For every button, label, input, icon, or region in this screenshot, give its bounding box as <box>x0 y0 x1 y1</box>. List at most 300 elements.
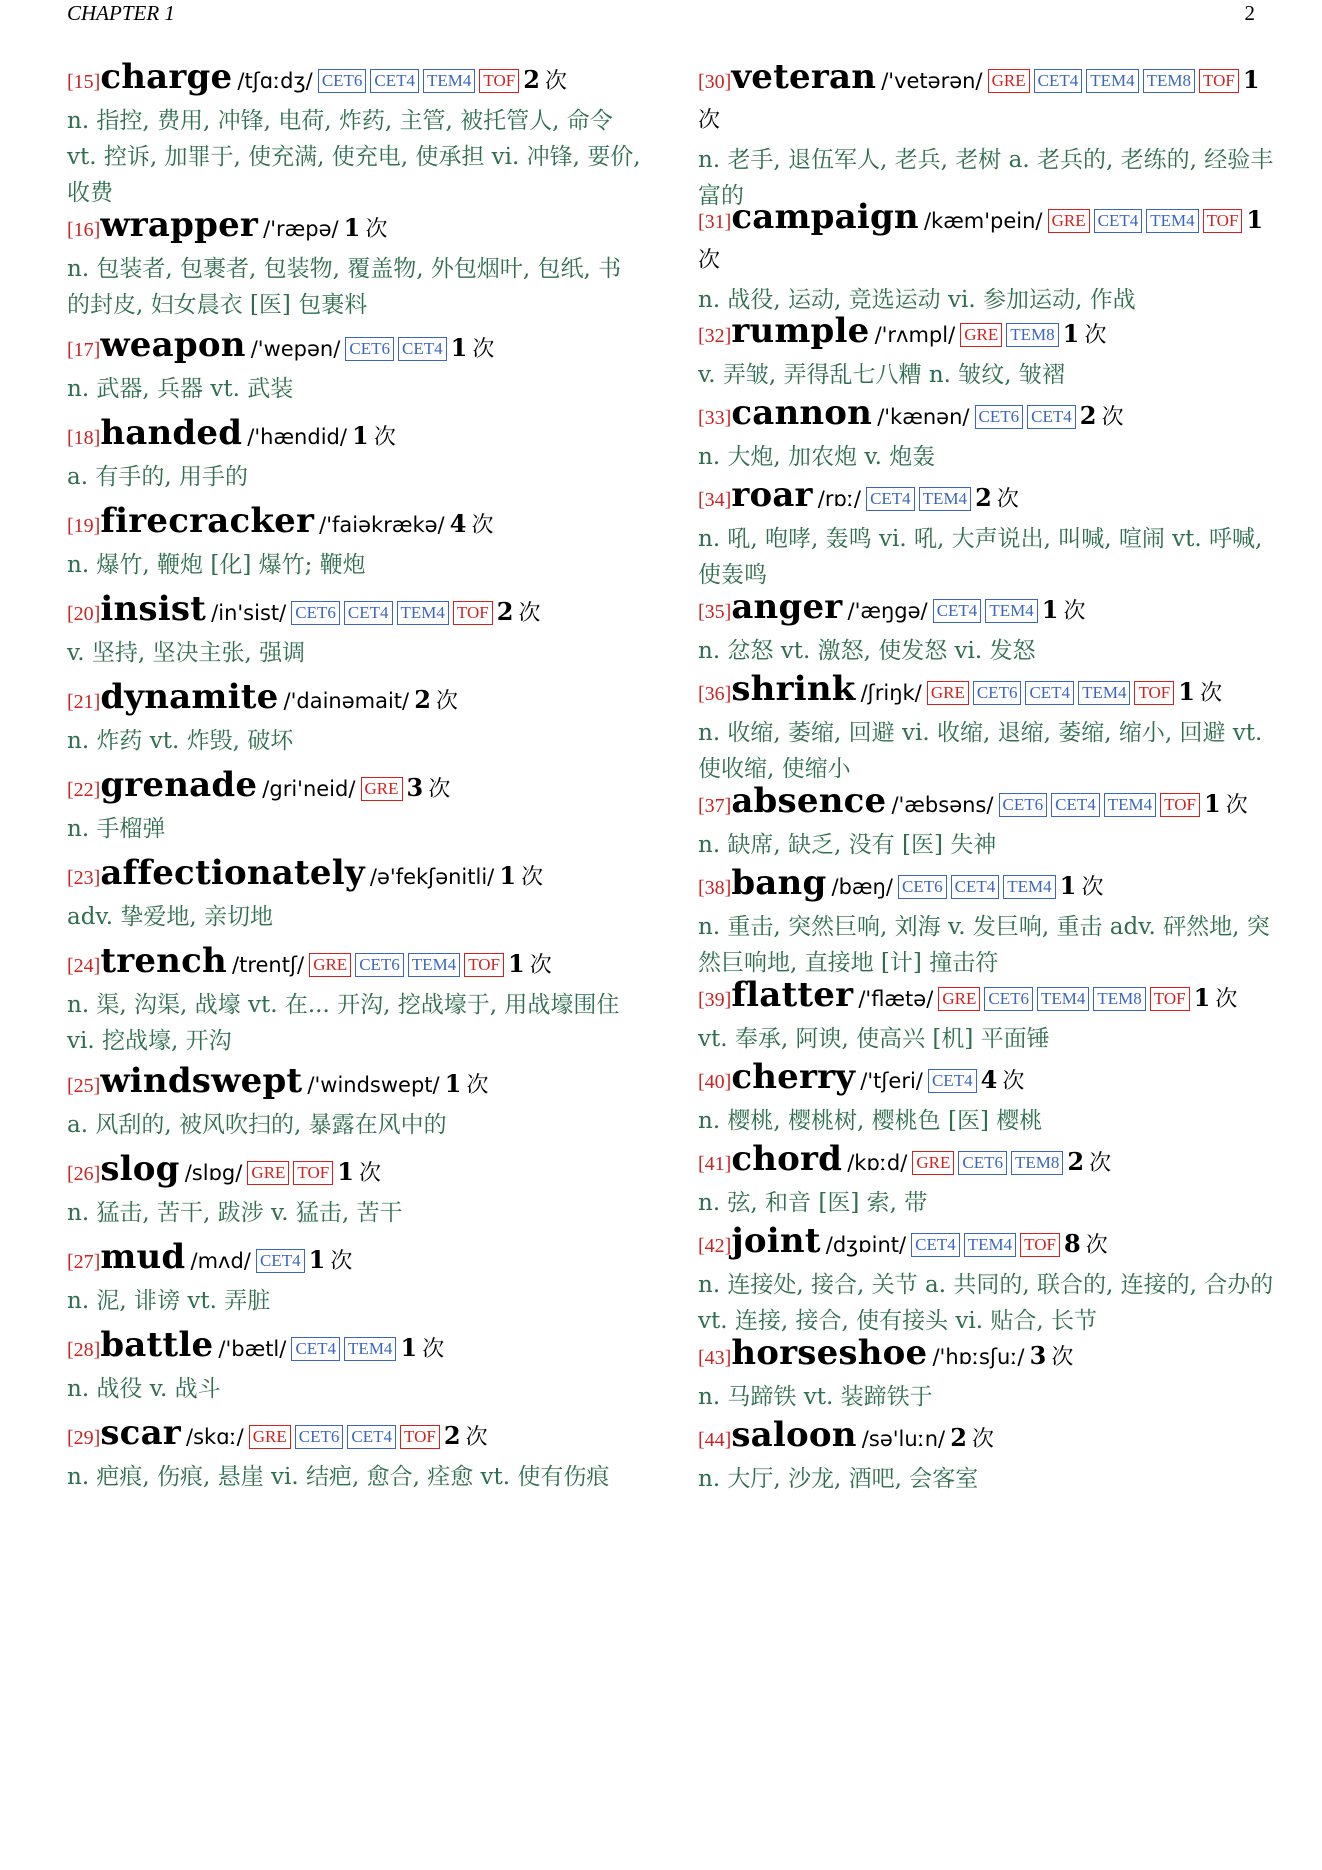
exam-tag-cet4: CET4 <box>1051 793 1100 817</box>
pronunciation: /kæm'pein/ <box>923 209 1043 233</box>
headword: cherry <box>731 1057 856 1097</box>
entry-headline <box>698 394 1278 438</box>
occurrence-count: 1 <box>400 1333 418 1362</box>
exam-tag-tem4: TEM4 <box>408 953 460 977</box>
definition: n. 大炮, 加农炮 v. 炮轰 <box>698 444 936 470</box>
entry-number: [22] <box>67 779 101 801</box>
vocab-entry <box>67 502 642 583</box>
entry-number: [37] <box>698 795 732 817</box>
entry-headline <box>67 502 642 546</box>
entry-number: [39] <box>698 989 732 1011</box>
vocab-entry <box>67 1150 642 1231</box>
entry-number: [32] <box>698 325 732 347</box>
headword: anger <box>731 587 843 627</box>
definition: adv. 挚爱地, 亲切地 <box>67 904 273 930</box>
occurrence-count: 1 <box>308 1245 326 1274</box>
exam-tag-tem4: TEM4 <box>919 487 971 511</box>
definition: n. 收缩, 萎缩, 回避 vi. 收缩, 退缩, 萎缩, 缩小, 回避 vt. 使收缩, 使缩小 <box>698 720 1263 782</box>
occurrence-count: 2 <box>975 483 992 512</box>
definition: n. 渠, 沟渠, 战壕 vt. 在... 开沟, 挖战壕于, 用战壕围住 vi. 挖战壕, 开沟 <box>67 992 620 1054</box>
occurrence-count: 1 <box>450 333 468 362</box>
vocab-entry <box>67 678 642 759</box>
page-number: 2 <box>1244 0 1255 25</box>
exam-tag-cet4: CET4 <box>1034 69 1083 93</box>
headword: trench <box>100 941 227 981</box>
pronunciation: /tʃɑːdʒ/ <box>237 69 313 93</box>
vocab-entry <box>698 198 1278 318</box>
pronunciation: /'vetərən/ <box>881 69 983 93</box>
vocab-entry <box>698 1222 1278 1339</box>
vocab-entry <box>67 1238 642 1319</box>
pronunciation: /ʃriŋk/ <box>860 681 922 705</box>
exam-tag-tof: TOF <box>1020 1233 1060 1257</box>
occurrence-count: 1 <box>1178 677 1195 706</box>
exam-tag-tem4: TEM4 <box>1104 793 1156 817</box>
exam-tag-cet4: CET4 <box>1094 209 1143 233</box>
headword: saloon <box>731 1415 857 1455</box>
exam-tag-cet4: CET4 <box>928 1069 977 1093</box>
exam-tag-gre: GRE <box>912 1151 954 1175</box>
entry-number: [40] <box>698 1071 732 1093</box>
entry-headline <box>67 590 642 634</box>
occurrence-count: 1 <box>1193 983 1211 1012</box>
pronunciation: /mʌd/ <box>190 1249 251 1273</box>
entry-number: [17] <box>67 339 101 361</box>
headword: slog <box>100 1149 180 1189</box>
exam-tag-tof: TOF <box>479 69 519 93</box>
entry-headline <box>698 782 1278 826</box>
definition: n. 手榴弹 <box>67 816 166 842</box>
count-unit: 次 <box>1084 323 1107 348</box>
count-unit: 次 <box>545 69 568 94</box>
count-unit: 次 <box>1089 1151 1112 1176</box>
count-unit: 次 <box>1051 1345 1074 1370</box>
headword: horseshoe <box>731 1333 928 1373</box>
pronunciation: /kɒːd/ <box>847 1151 908 1175</box>
exam-tag-cet6: CET6 <box>898 875 947 899</box>
occurrence-count: 1 <box>508 949 525 978</box>
exam-tag-cet4: CET4 <box>256 1249 305 1273</box>
definition: n. 重击, 突然巨响, 刘海 v. 发巨响, 重击 adv. 砰然地, 突然巨响地, 直接地 [计] 撞击符 <box>698 914 1270 976</box>
vocab-entry <box>698 1140 1278 1221</box>
definition: n. 樱桃, 樱桃树, 樱桃色 [医] 樱桃 <box>698 1108 1043 1134</box>
entry-number: [43] <box>698 1347 732 1369</box>
entry-number: [29] <box>67 1427 101 1449</box>
exam-tag-gre: GRE <box>247 1161 289 1185</box>
vocab-entry <box>698 1058 1278 1139</box>
pronunciation: /'faiəkrækə/ <box>319 513 445 537</box>
vocab-entry <box>698 864 1278 981</box>
exam-tag-cet4: CET4 <box>1025 681 1074 705</box>
vocab-entry <box>67 414 642 495</box>
entry-headline <box>698 1222 1278 1266</box>
count-unit: 次 <box>436 689 459 714</box>
entry-number: [24] <box>67 955 101 977</box>
headword: dynamite <box>100 677 279 717</box>
exam-tag-gre: GRE <box>309 953 351 977</box>
definition: v. 弄皱, 弄得乱七八糟 n. 皱纹, 皱褶 <box>698 362 1065 388</box>
entry-number: [25] <box>67 1075 101 1097</box>
definition: n. 缺席, 缺乏, 没有 [医] 失神 <box>698 832 997 858</box>
exam-tag-cet6: CET6 <box>345 337 394 361</box>
definition: n. 指控, 费用, 冲锋, 电荷, 炸药, 主管, 被托管人, 命令 vt. 控诉, 加罪于, 使充满, 使充电, 使承担 vi. 冲锋, 要价, 收费 <box>67 108 641 206</box>
entry-headline <box>67 1238 642 1282</box>
entry-number: [35] <box>698 601 732 623</box>
pronunciation: /dʒɒint/ <box>825 1233 907 1257</box>
entry-headline <box>698 1140 1278 1184</box>
vocab-entry <box>698 782 1278 863</box>
definition: n. 泥, 诽谤 vt. 弄脏 <box>67 1288 271 1314</box>
occurrence-count: 1 <box>444 1069 462 1098</box>
headword: flatter <box>731 975 854 1015</box>
entry-number: [34] <box>698 489 732 511</box>
exam-tag-gre: GRE <box>361 777 403 801</box>
headword: shrink <box>731 669 856 709</box>
pronunciation: /'æbsəns/ <box>891 793 994 817</box>
count-unit: 次 <box>518 601 541 626</box>
occurrence-count: 2 <box>1079 401 1097 430</box>
entry-number: [27] <box>67 1251 101 1273</box>
definition: vt. 奉承, 阿谀, 使高兴 [机] 平面锤 <box>698 1026 1050 1052</box>
exam-tag-gre: GRE <box>927 681 969 705</box>
count-unit: 次 <box>330 1249 353 1274</box>
pronunciation: /'bætl/ <box>218 1337 287 1361</box>
entry-headline <box>67 58 642 102</box>
entry-headline <box>698 864 1278 908</box>
entry-headline <box>698 1058 1278 1102</box>
vocab-entry <box>67 590 642 671</box>
count-unit: 次 <box>529 953 552 978</box>
pronunciation: /slɒg/ <box>184 1161 243 1185</box>
pronunciation: /sə'luːn/ <box>861 1427 946 1451</box>
count-unit: 次 <box>521 865 544 890</box>
definition: n. 连接处, 接合, 关节 a. 共同的, 联合的, 连接的, 合办的 vt. 连接, 接合, 使有接头 vi. 贴合, 长节 <box>698 1272 1274 1334</box>
count-unit: 次 <box>1225 793 1248 818</box>
exam-tag-tof: TOF <box>1199 69 1239 93</box>
exam-tag-cet6: CET6 <box>958 1151 1007 1175</box>
definition: n. 炸药 vt. 炸毁, 破坏 <box>67 728 294 754</box>
entry-number: [20] <box>67 603 101 625</box>
vocab-entry <box>698 476 1278 593</box>
entry-headline <box>67 942 642 986</box>
entry-number: [18] <box>67 427 101 449</box>
pronunciation: /'hændid/ <box>247 425 347 449</box>
pronunciation: /gri'neid/ <box>262 777 356 801</box>
entry-headline <box>67 1326 642 1370</box>
vocab-entry <box>67 1414 642 1495</box>
exam-tag-cet4: CET4 <box>1027 405 1076 429</box>
pronunciation: /bæŋ/ <box>831 875 893 899</box>
pronunciation: /'æŋgə/ <box>847 599 928 623</box>
vocab-entry <box>698 1334 1278 1415</box>
headword: affectionately <box>100 853 365 893</box>
vocab-entry <box>698 976 1278 1057</box>
pronunciation: /trentʃ/ <box>232 953 305 977</box>
occurrence-count: 2 <box>496 597 514 626</box>
exam-tag-tof: TOF <box>1160 793 1200 817</box>
exam-tag-tem4: TEM4 <box>344 1337 396 1361</box>
headword: campaign <box>731 197 919 237</box>
vocab-entry <box>698 394 1278 475</box>
entry-number: [31] <box>698 211 732 233</box>
vocab-entry <box>698 58 1278 214</box>
entry-headline <box>67 1062 642 1106</box>
occurrence-count: 1 <box>1059 871 1077 900</box>
entry-headline <box>67 326 642 370</box>
exam-tag-cet6: CET6 <box>291 601 340 625</box>
count-unit: 次 <box>1081 875 1104 900</box>
exam-tag-cet6: CET6 <box>984 987 1033 1011</box>
definition: n. 武器, 兵器 vt. 武装 <box>67 376 294 402</box>
vocab-entry <box>67 766 642 847</box>
entry-number: [36] <box>698 683 732 705</box>
occurrence-count: 1 <box>1242 65 1260 94</box>
definition: n. 老手, 退伍军人, 老兵, 老树 a. 老兵的, 老练的, 经验丰富的 <box>698 147 1274 209</box>
exam-tag-cet6: CET6 <box>999 793 1048 817</box>
exam-tag-cet4: CET4 <box>344 601 393 625</box>
exam-tag-tem4: TEM4 <box>1078 681 1130 705</box>
entry-headline <box>698 1334 1278 1378</box>
exam-tag-cet4: CET4 <box>291 1337 340 1361</box>
exam-tag-tof: TOF <box>293 1161 333 1185</box>
definition: n. 战役, 运动, 竞选运动 vi. 参加运动, 作战 <box>698 287 1136 313</box>
occurrence-count: 3 <box>1029 1341 1047 1370</box>
pronunciation: /skɑː/ <box>186 1425 244 1449</box>
exam-tag-gre: GRE <box>938 987 980 1011</box>
headword: rumple <box>731 311 870 351</box>
entry-number: [38] <box>698 877 732 899</box>
entry-number: [33] <box>698 407 732 429</box>
entry-headline <box>67 678 642 722</box>
headword: joint <box>731 1221 821 1261</box>
occurrence-count: 2 <box>443 1421 461 1450</box>
count-unit: 次 <box>1101 405 1124 430</box>
exam-tag-tof: TOF <box>1203 209 1243 233</box>
headword: insist <box>100 589 207 629</box>
vocab-entry <box>67 1326 642 1407</box>
occurrence-count: 2 <box>414 685 431 714</box>
occurrence-count: 4 <box>980 1065 998 1094</box>
entry-headline <box>67 854 642 898</box>
count-unit: 次 <box>472 337 495 362</box>
vocab-entry <box>67 942 642 1059</box>
definition: n. 吼, 咆哮, 轰鸣 vi. 吼, 大声说出, 叫喊, 喧闹 vt. 呼喊, 使轰鸣 <box>698 526 1263 588</box>
count-unit: 次 <box>1200 681 1223 706</box>
exam-tag-tem4: TEM4 <box>423 69 475 93</box>
occurrence-count: 2 <box>950 1423 967 1452</box>
pronunciation: /'ræpə/ <box>263 217 339 241</box>
occurrence-count: 2 <box>523 65 540 94</box>
headword: grenade <box>100 765 258 805</box>
exam-tag-gre: GRE <box>249 1425 291 1449</box>
headword: windswept <box>100 1061 303 1101</box>
exam-tag-tem8: TEM8 <box>1093 987 1145 1011</box>
entry-headline <box>67 1150 642 1194</box>
exam-tag-tof: TOF <box>453 601 493 625</box>
exam-tag-gre: GRE <box>960 323 1002 347</box>
headword: weapon <box>100 325 246 365</box>
pronunciation: /'windswept/ <box>307 1073 440 1097</box>
occurrence-count: 2 <box>1067 1147 1085 1176</box>
page-header <box>67 0 1255 26</box>
exam-tag-cet4: CET4 <box>866 487 915 511</box>
count-unit: 次 <box>422 1337 445 1362</box>
count-unit: 次 <box>996 487 1019 512</box>
entry-number: [28] <box>67 1339 101 1361</box>
entry-number: [42] <box>698 1235 732 1257</box>
pronunciation: /rɒː/ <box>817 487 861 511</box>
count-unit: 次 <box>359 1161 382 1186</box>
entry-number: [23] <box>67 867 101 889</box>
exam-tag-tem4: TEM4 <box>1003 875 1055 899</box>
pronunciation: /'hɒːsʃuː/ <box>932 1345 1025 1369</box>
entry-headline <box>698 58 1278 141</box>
exam-tag-tem4: TEM4 <box>397 601 449 625</box>
exam-tag-tof: TOF <box>1150 987 1190 1011</box>
occurrence-count: 1 <box>1203 789 1221 818</box>
vocab-entry <box>67 58 642 211</box>
occurrence-count: 1 <box>1062 319 1080 348</box>
exam-tag-tem8: TEM8 <box>1011 1151 1063 1175</box>
entry-number: [26] <box>67 1163 101 1185</box>
pronunciation: /ə'fekʃənitli/ <box>369 865 495 889</box>
headword: battle <box>100 1325 214 1365</box>
definition: a. 有手的, 用手的 <box>67 464 248 490</box>
occurrence-count: 1 <box>352 421 369 450</box>
headword: chord <box>731 1139 843 1179</box>
vocab-entry <box>67 326 642 407</box>
occurrence-count: 1 <box>343 213 361 242</box>
headword: handed <box>100 413 243 453</box>
occurrence-count: 4 <box>449 509 467 538</box>
count-unit: 次 <box>1085 1233 1108 1258</box>
count-unit: 次 <box>1215 987 1238 1012</box>
exam-tag-tem8: TEM8 <box>1143 69 1195 93</box>
count-unit: 次 <box>465 1425 488 1450</box>
pronunciation: /'wepən/ <box>250 337 341 361</box>
count-unit: 次 <box>466 1073 489 1098</box>
pronunciation: /'rʌmpl/ <box>874 323 956 347</box>
exam-tag-gre: GRE <box>988 69 1030 93</box>
exam-tag-cet4: CET4 <box>370 69 419 93</box>
count-unit: 次 <box>373 425 396 450</box>
definition: v. 坚持, 坚决主张, 强调 <box>67 640 306 666</box>
exam-tag-cet6: CET6 <box>975 405 1024 429</box>
definition: n. 弦, 和音 [医] 索, 带 <box>698 1190 928 1216</box>
entry-headline <box>67 766 642 810</box>
headword: absence <box>731 781 887 821</box>
exam-tag-cet4: CET4 <box>911 1233 960 1257</box>
exam-tag-tof: TOF <box>1134 681 1174 705</box>
occurrence-count: 8 <box>1063 1229 1081 1258</box>
definition: a. 风刮的, 被风吹扫的, 暴露在风中的 <box>67 1112 447 1138</box>
exam-tag-tof: TOF <box>400 1425 440 1449</box>
exam-tag-tof: TOF <box>464 953 504 977</box>
exam-tag-cet6: CET6 <box>295 1425 344 1449</box>
entry-headline <box>698 312 1278 356</box>
pronunciation: /'kænən/ <box>877 405 970 429</box>
headword: bang <box>731 863 827 903</box>
exam-tag-cet6: CET6 <box>973 681 1022 705</box>
count-unit: 次 <box>1002 1069 1025 1094</box>
definition: n. 猛击, 苦干, 跋涉 v. 猛击, 苦干 <box>67 1200 403 1226</box>
count-unit: 次 <box>428 777 451 802</box>
vocab-entry <box>698 312 1278 393</box>
occurrence-count: 1 <box>499 861 517 890</box>
definition: n. 包装者, 包裹者, 包装物, 覆盖物, 外包烟叶, 包纸, 书的封皮, 妇女晨衣 [医] 包裹料 <box>67 256 622 318</box>
entry-number: [15] <box>67 71 101 93</box>
vocab-entry <box>698 1416 1278 1497</box>
exam-tag-tem4: TEM4 <box>1037 987 1089 1011</box>
pronunciation: /'flætə/ <box>858 987 934 1011</box>
count-unit: 次 <box>698 248 721 273</box>
headword: mud <box>100 1237 186 1277</box>
entry-headline <box>698 476 1278 520</box>
entry-number: [44] <box>698 1429 732 1451</box>
exam-tag-cet4: CET4 <box>347 1425 396 1449</box>
count-unit: 次 <box>471 513 494 538</box>
entry-headline <box>698 198 1278 281</box>
definition: n. 疤痕, 伤痕, 悬崖 vi. 结疤, 愈合, 痊愈 vt. 使有伤痕 <box>67 1464 610 1490</box>
exam-tag-tem4: TEM4 <box>985 599 1037 623</box>
exam-tag-tem4: TEM4 <box>964 1233 1016 1257</box>
vocab-entry <box>698 588 1278 669</box>
vocab-entry <box>67 206 642 323</box>
headword: firecracker <box>100 501 315 541</box>
vocab-entry <box>698 670 1278 787</box>
entry-headline <box>67 414 642 458</box>
exam-tag-tem4: TEM4 <box>1086 69 1138 93</box>
exam-tag-cet4: CET4 <box>951 875 1000 899</box>
occurrence-count: 1 <box>1041 595 1059 624</box>
headword: scar <box>100 1413 181 1453</box>
pronunciation: /in'sist/ <box>211 601 287 625</box>
definition: n. 战役 v. 战斗 <box>67 1376 221 1402</box>
entry-headline <box>67 206 642 250</box>
definition: n. 马蹄铁 vt. 装蹄铁于 <box>698 1384 933 1410</box>
entry-headline <box>698 1416 1278 1460</box>
entry-number: [21] <box>67 691 101 713</box>
pronunciation: /'dainəmait/ <box>283 689 410 713</box>
occurrence-count: 1 <box>337 1157 354 1186</box>
exam-tag-cet4: CET4 <box>933 599 982 623</box>
exam-tag-tem4: TEM4 <box>1146 209 1198 233</box>
headword: veteran <box>731 57 877 97</box>
exam-tag-gre: GRE <box>1048 209 1090 233</box>
pronunciation: /'tʃeri/ <box>860 1069 923 1093</box>
occurrence-count: 3 <box>406 773 424 802</box>
headword: cannon <box>731 393 873 433</box>
chapter-title: CHAPTER 1 <box>67 0 175 25</box>
definition: n. 忿怒 vt. 激怒, 使发怒 vi. 发怒 <box>698 638 1036 664</box>
exam-tag-cet6: CET6 <box>355 953 404 977</box>
entry-headline <box>698 588 1278 632</box>
exam-tag-cet4: CET4 <box>398 337 447 361</box>
vocab-entry <box>67 1062 642 1143</box>
count-unit: 次 <box>1063 599 1086 624</box>
exam-tag-tem8: TEM8 <box>1006 323 1058 347</box>
headword: wrapper <box>100 205 259 245</box>
entry-number: [41] <box>698 1153 732 1175</box>
entry-number: [19] <box>67 515 101 537</box>
entry-number: [16] <box>67 219 101 241</box>
count-unit: 次 <box>365 217 388 242</box>
headword: charge <box>100 57 233 97</box>
entry-headline <box>698 976 1278 1020</box>
count-unit: 次 <box>698 108 721 133</box>
headword: roar <box>731 475 813 515</box>
entry-headline <box>698 670 1278 714</box>
